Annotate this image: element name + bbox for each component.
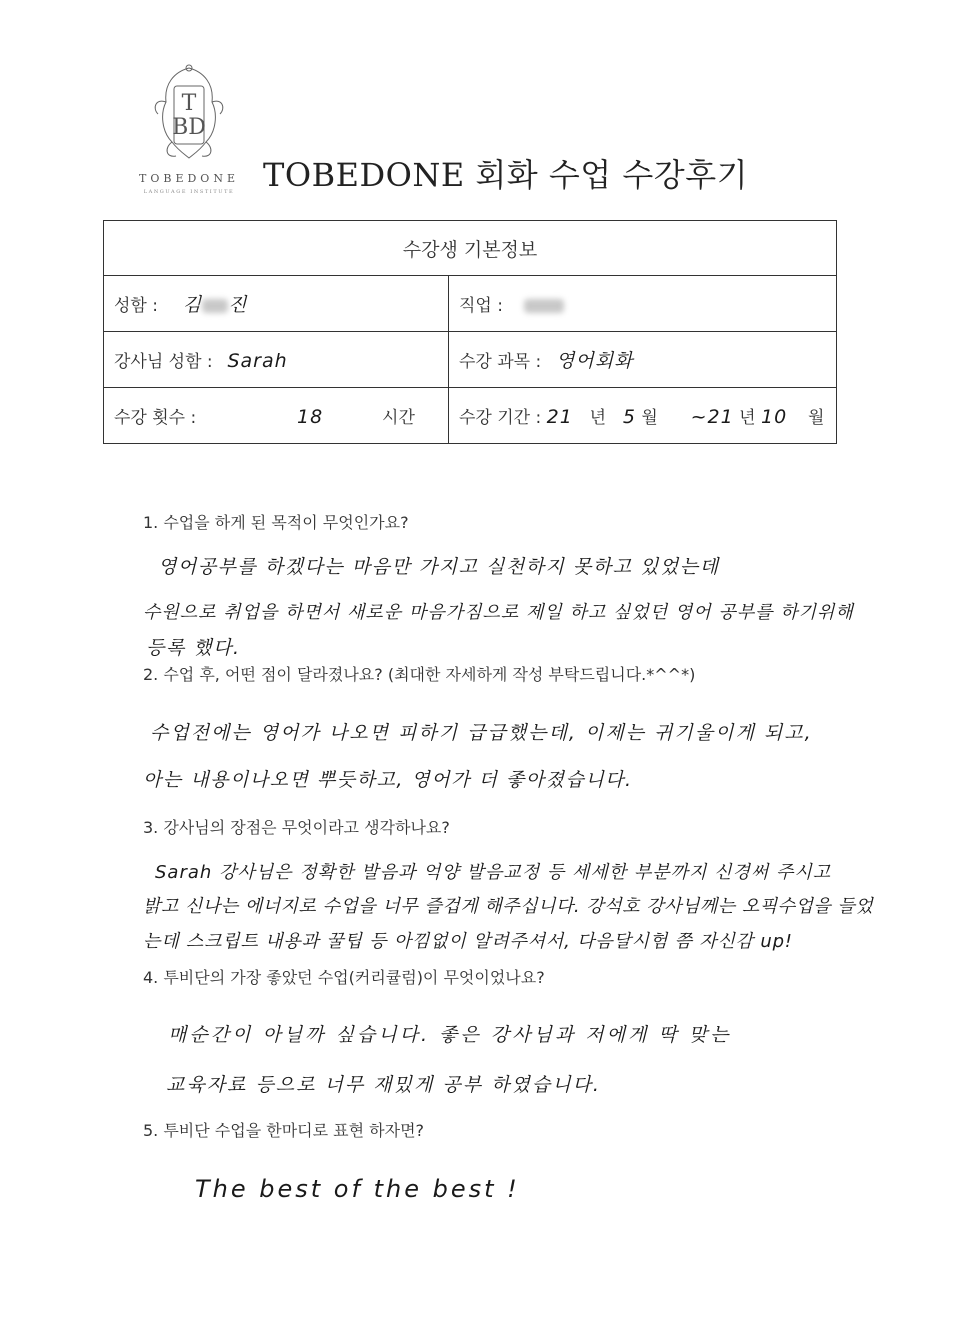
name-value-end: 진	[228, 294, 248, 316]
question-2: 2. 수업 후, 어떤 점이 달라졌나요? (최대한 자세하게 작성 부탁드립니다.*^^*)	[143, 665, 696, 684]
name-label: 성함 :	[114, 296, 158, 316]
question-3: 3. 강사님의 장점은 무엇이라고 생각하나요?	[143, 818, 450, 837]
question-4: 4. 투비단의 가장 좋았던 수업(커리큘럼)이 무엇이었나요?	[143, 968, 545, 987]
teacher-value: Sarah	[227, 350, 288, 372]
count-label: 수강 횟수 :	[114, 408, 197, 428]
svg-text:T: T	[181, 91, 197, 116]
answer-1-line-1: 영어공부를 하겠다는 마음만 가지고 실천하지 못하고 있었는데	[158, 556, 720, 578]
period-start-year-unit: 년	[589, 408, 607, 428]
name-value-start: 김	[182, 294, 203, 316]
period-cell	[449, 388, 837, 444]
student-info-table	[103, 220, 837, 444]
teacher-cell	[104, 332, 449, 388]
answer-3-line-3: 는데 스크립트 내용과 꿀팁 등 아낌없이 알려주셔서, 다음달시험 쯤 자신감 up!	[143, 931, 793, 952]
question-5: 5. 투비단 수업을 한마디로 표현 하자면?	[143, 1121, 425, 1140]
answer-1-line-2: 수원으로 취업을 하면서 새로운 마음가짐으로 제일 하고 싶었던 영어 공부를 하기위해	[143, 602, 854, 623]
answer-3-line-2: 밝고 신나는 에너지로 수업을 너무 즐겁게 해주십니다. 강석호 강사님께는 오픽수업을 들었	[143, 896, 874, 917]
course-cell	[449, 332, 837, 388]
answer-1-line-3: 등록 했다.	[146, 637, 241, 659]
job-cell	[449, 276, 837, 332]
period-end-month: 10	[761, 406, 788, 428]
count-cell	[104, 388, 449, 444]
count-unit: 시간	[382, 408, 415, 428]
brand-logo	[126, 62, 252, 202]
period-start-year: 21	[546, 406, 573, 428]
svg-text:BD: BD	[172, 115, 206, 140]
logo-subline: LANGUAGE INSTITUTE	[143, 189, 235, 195]
course-value: 영어회화	[556, 350, 634, 372]
logo-wordmark: TOBEDONE	[139, 172, 239, 185]
info-table-header: 수강생 기본정보	[104, 221, 837, 276]
monogram-crest-icon	[126, 62, 252, 172]
answer-4-line-1: 매순간이 아닐까 싶습니다. 좋은 강사님과 저에게 딱 맞는	[168, 1024, 732, 1046]
answer-5-line-1: The best of the best !	[195, 1175, 520, 1203]
name-cell	[104, 276, 449, 332]
teacher-label: 강사님 성함 :	[114, 352, 213, 372]
redacted-job-blur	[524, 299, 564, 313]
period-start-month-unit: 월	[641, 408, 658, 428]
redacted-name-blur	[202, 299, 228, 313]
count-value: 18	[297, 406, 324, 428]
document-title: TOBEDONE 회화 수업 수강후기	[263, 156, 749, 194]
answer-3-line-1: Sarah 강사님은 정확한 발음과 억양 발음교정 등 세세한 부분까지 신경써 주시고	[155, 862, 832, 883]
period-end-year: ~21	[690, 406, 734, 428]
answer-4-line-2: 교육자료 등으로 너무 재밌게 공부 하였습니다.	[166, 1074, 601, 1096]
period-label: 수강 기간 :	[459, 408, 542, 428]
question-1: 1. 수업을 하게 된 목적이 무엇인가요?	[143, 513, 409, 532]
answer-2-line-1: 수업전에는 영어가 나오면 피하기 급급했는데, 이제는 귀기울이게 되고,	[150, 722, 813, 744]
job-label: 직업 :	[459, 296, 503, 316]
course-label: 수강 과목 :	[459, 352, 542, 372]
period-start-month: 5	[622, 406, 636, 428]
answer-2-line-2: 아는 내용이나오면 뿌듯하고, 영어가 더 좋아졌습니다.	[143, 769, 633, 791]
period-end-month-unit: 월	[808, 408, 825, 428]
period-end-year-unit: 년	[739, 408, 756, 428]
